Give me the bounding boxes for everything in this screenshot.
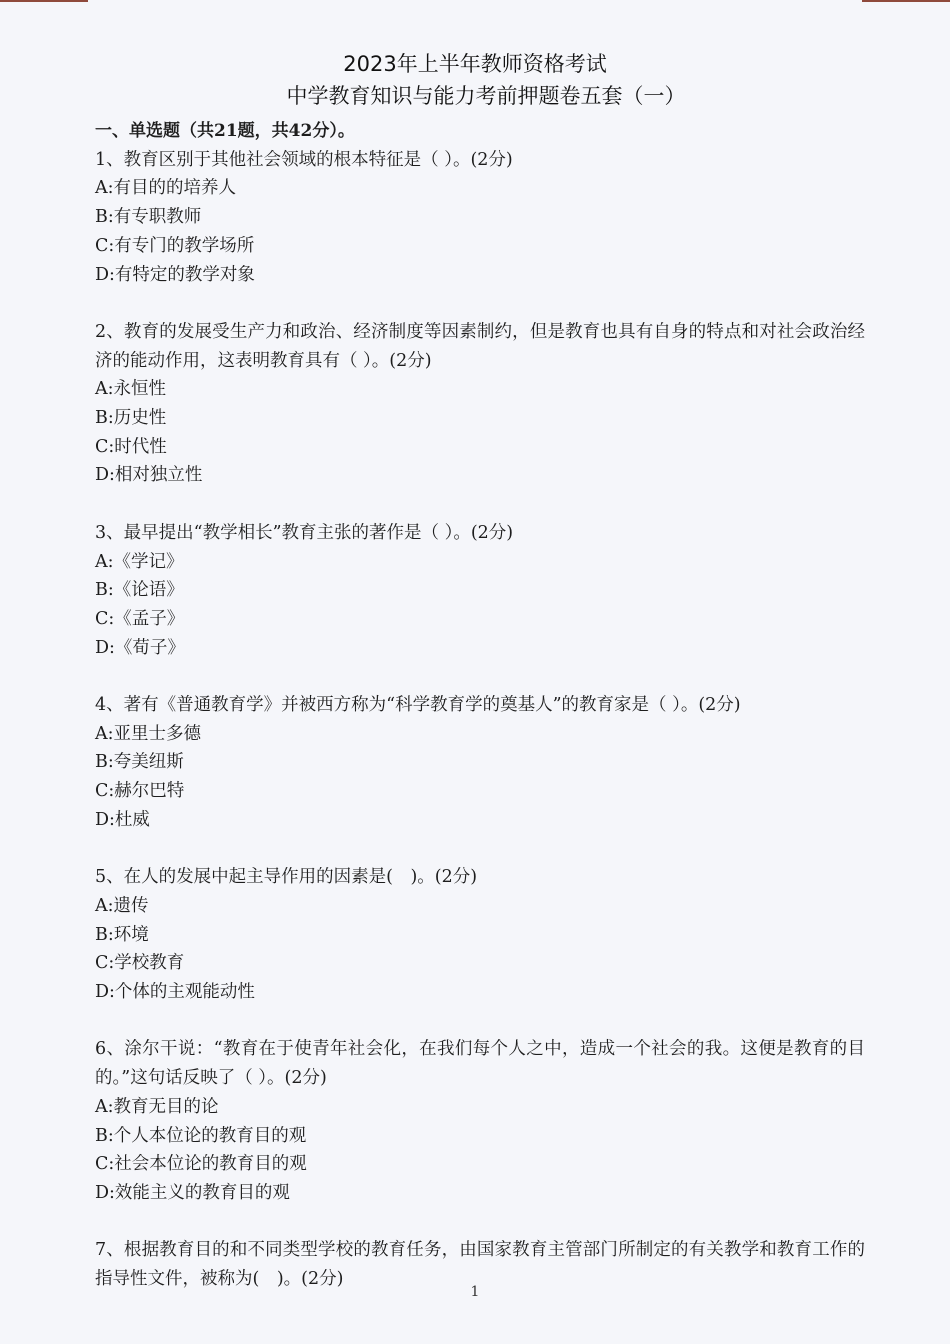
title-line-2: 中学教育知识与能力考前押题卷五套（一）	[286, 84, 686, 108]
question-stem: 4、著有《普通教育学》并被西方称为“科学教育学的奠基人”的教育家是（ ）。(2分)	[95, 695, 741, 716]
top-left-rule	[0, 0, 88, 2]
option-c: C:社会本位论的教育目的观	[95, 1154, 307, 1175]
option-d: D:效能主义的教育目的观	[95, 1182, 290, 1203]
question-5	[95, 863, 865, 1007]
option-b: B:有专职教师	[95, 207, 202, 228]
option-a: A:有目的的培养人	[95, 178, 237, 199]
document-body	[95, 117, 865, 1294]
option-a: A:永恒性	[95, 379, 167, 400]
question-1	[95, 146, 865, 290]
question-stem: 5、在人的发展中起主导作用的因素是( )。(2分)	[95, 867, 478, 888]
question-stem: 2、教育的发展受生产力和政治、经济制度等因素制约，但是教育也具有自身的特点和对社会政治经济的能动作用，这表明教育具有（ ）。(2分)	[95, 321, 865, 371]
question-stem: 7、根据教育目的和不同类型学校的教育任务，由国家教育主管部门所制定的有关教学和教育工作的指导性文件，被称为( )。(2分)	[95, 1240, 865, 1290]
top-right-rule	[862, 0, 950, 2]
page-number: 1	[470, 1284, 480, 1300]
option-b: B:环境	[95, 924, 149, 945]
section-heading: 一、单选题（共21题，共42分）。	[95, 121, 355, 141]
option-c: C:时代性	[95, 436, 167, 457]
document-title	[0, 48, 950, 112]
option-b: B:历史性	[95, 408, 167, 429]
question-stem: 6、涂尔干说：“教育在于使青年社会化，在我们每个人之中，造成一个社会的我。这便是教育的目的。”这句话反映了（ ）。(2分)	[95, 1039, 865, 1089]
title-line-1: 2023年上半年教师资格考试	[343, 52, 607, 76]
option-c: C:赫尔巴特	[95, 781, 185, 802]
question-stem: 3、最早提出“教学相长”教育主张的著作是（ ）。(2分)	[95, 522, 514, 543]
option-d: D:杜威	[95, 809, 150, 830]
option-a: A:亚里士多德	[95, 723, 202, 744]
question-3	[95, 519, 865, 663]
option-a: A:教育无目的论	[95, 1096, 219, 1117]
option-b: B:个人本位论的教育目的观	[95, 1125, 307, 1146]
option-d: D:《荀子》	[95, 637, 185, 658]
question-6	[95, 1035, 865, 1207]
option-b: B:夸美纽斯	[95, 752, 184, 773]
option-c: C:有专门的教学场所	[95, 235, 255, 256]
option-c: C:学校教育	[95, 953, 185, 974]
question-stem: 1、教育区别于其他社会领域的根本特征是（ ）。(2分)	[95, 149, 513, 170]
question-2	[95, 318, 865, 490]
option-a: A:遗传	[95, 895, 149, 916]
option-c: C:《孟子》	[95, 608, 185, 629]
option-d: D:相对独立性	[95, 465, 203, 486]
option-b: B:《论语》	[95, 580, 184, 601]
question-4	[95, 691, 865, 835]
option-d: D:有特定的教学对象	[95, 264, 255, 285]
option-a: A:《学记》	[95, 551, 184, 572]
option-d: D:个体的主观能动性	[95, 982, 255, 1003]
